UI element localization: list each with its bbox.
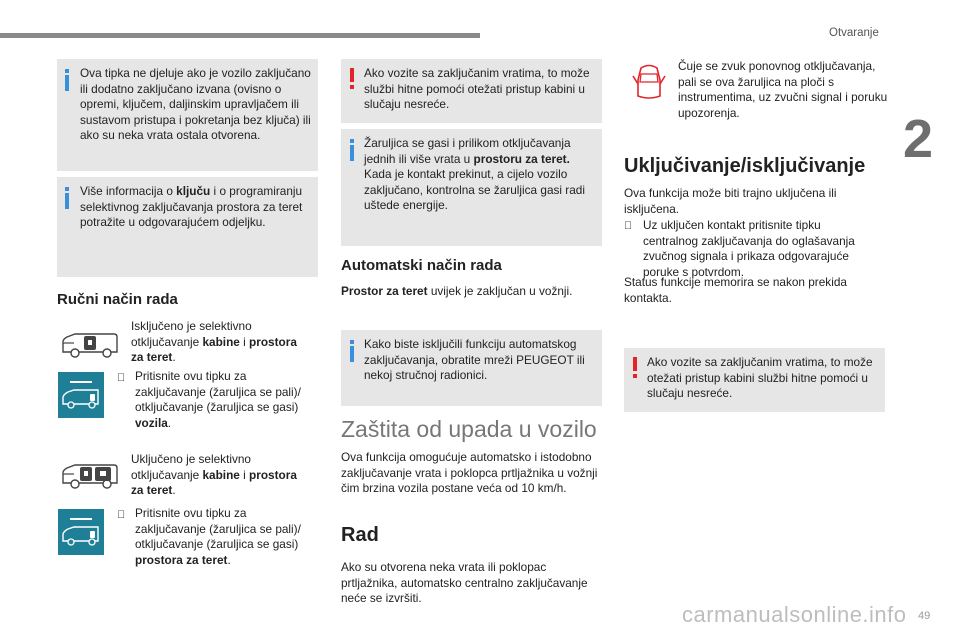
alert-text: Čuje se zvuk ponovnog otključavanja, pali se ova žaruljica na ploči s instrumentima, uz zvučni signal i poruku upozorenja. (678, 59, 888, 120)
protection-text: Ova funkcija omogućuje automatsko i istodobno zaključavanje vrata i poklopca prtljažnika u vožnji čim brzina vozila postane veća od 10 km/h. (341, 450, 598, 496)
manual-item-text: Pritisnite ovu tipku za zaključavanje (žaruljica se pali)/ otključavanje (žaruljica se gasi) vozila. (135, 369, 301, 430)
warning-box-locked-doors (341, 59, 602, 123)
bullet (624, 220, 632, 232)
manual-mode-heading: Ručni način rada (57, 291, 178, 308)
section-title: Otvaranje (829, 27, 879, 39)
manual-item-text: Isključeno je selektivno otključavanje kabine i prostora za teret. (131, 319, 297, 365)
warning-box-emergency (624, 348, 885, 412)
info-text: Više informacija o ključu i o programiranju selektivnog zaključavanja prostora za teret potražite u odgovarajućem odjeljku. (80, 184, 303, 230)
info-icon (65, 75, 69, 91)
watermark: carmanualsonline.info (682, 602, 907, 627)
van-lock-icon (58, 372, 104, 418)
van-locked-cab-icon (60, 330, 120, 360)
operation-text: Ako su otvorena neka vrata ili poklopac prtljažnika, automatsko centralno zaključavanje neće se izvršiti. (341, 560, 588, 606)
auto-mode-text: Prostor za teret uvijek je zaključan u vožnji. (341, 284, 573, 298)
info-text: Kako biste isključili funkciju automatskog zaključavanja, obratite mreži PEUGEOT ili nekoj stručnoj radionici. (364, 337, 585, 383)
page-number: 49 (918, 610, 931, 622)
toggle-step: Uz uključen kontakt pritisnite tipku centralnog zaključavanja do oglašavanja zvučnog signala i prikaza odgovarajuće poruke s potvrdom. (643, 218, 855, 279)
warning-icon (633, 357, 637, 371)
info-icon (350, 346, 354, 362)
warning-icon (350, 68, 354, 82)
cargo-lock-button[interactable] (58, 509, 104, 555)
info-icon (350, 145, 354, 161)
van-locked-cab-cargo-icon (60, 461, 120, 491)
chapter-number: 2 (903, 109, 934, 169)
auto-mode-heading: Automatski način rada (341, 257, 502, 274)
info-text: Žaruljica se gasi i prilikom otključavanja jednih ili više vrata u prostoru za teret. Kada je kontakt prekinut, a cijelo vozilo zaključano, kontrolna se žaruljica gasi radi uštede energije. (364, 136, 585, 213)
toggle-intro: Ova funkcija može biti trajno uključena ili isključena. (624, 186, 837, 216)
operation-heading: Rad (341, 524, 379, 546)
protection-heading: Zaštita od upada u vozilo (341, 416, 597, 442)
warning-text: Ako vozite sa zaključanim vratima, to može službi hitne pomoći otežati pristup kabini u slučaju nesreće. (364, 66, 590, 112)
bullet (117, 372, 125, 384)
manual-item-text: Uključeno je selektivno otključavanje kabine i prostora za teret. (131, 452, 297, 498)
info-box-button (57, 59, 318, 171)
info-text: Ova tipka ne djeluje ako je vozilo zaključano ili dodatno zaključano izvana (ovisno o opremi, ključem, daljinskim upravljačem ili sustavom pristupa i pokretanja bez ključa) ili ako su neka vrata ostala otvorena. (80, 66, 311, 143)
warning-text: Ako vozite sa zaključanim vratima, to može otežati pristup kabini službi hitne pomoći u slučaju nesreće. (647, 355, 873, 401)
info-box-key (57, 177, 318, 277)
info-box-lamp (341, 129, 602, 246)
door-open-warning-icon (632, 62, 666, 102)
lock-button[interactable] (58, 372, 104, 418)
toggle-heading: Uključivanje/isključivanje (624, 155, 866, 177)
info-box-network (341, 330, 602, 406)
top-rule (0, 33, 480, 38)
van-cargo-lock-icon (58, 509, 104, 555)
info-icon (65, 193, 69, 209)
bullet (117, 509, 125, 521)
manual-item-text: Pritisnite ovu tipku za zaključavanje (žaruljica se pali)/ otključavanje (žaruljica se gasi) prostora za teret. (135, 506, 301, 567)
toggle-status: Status funkcije memorira se nakon prekida kontakta. (624, 275, 847, 305)
